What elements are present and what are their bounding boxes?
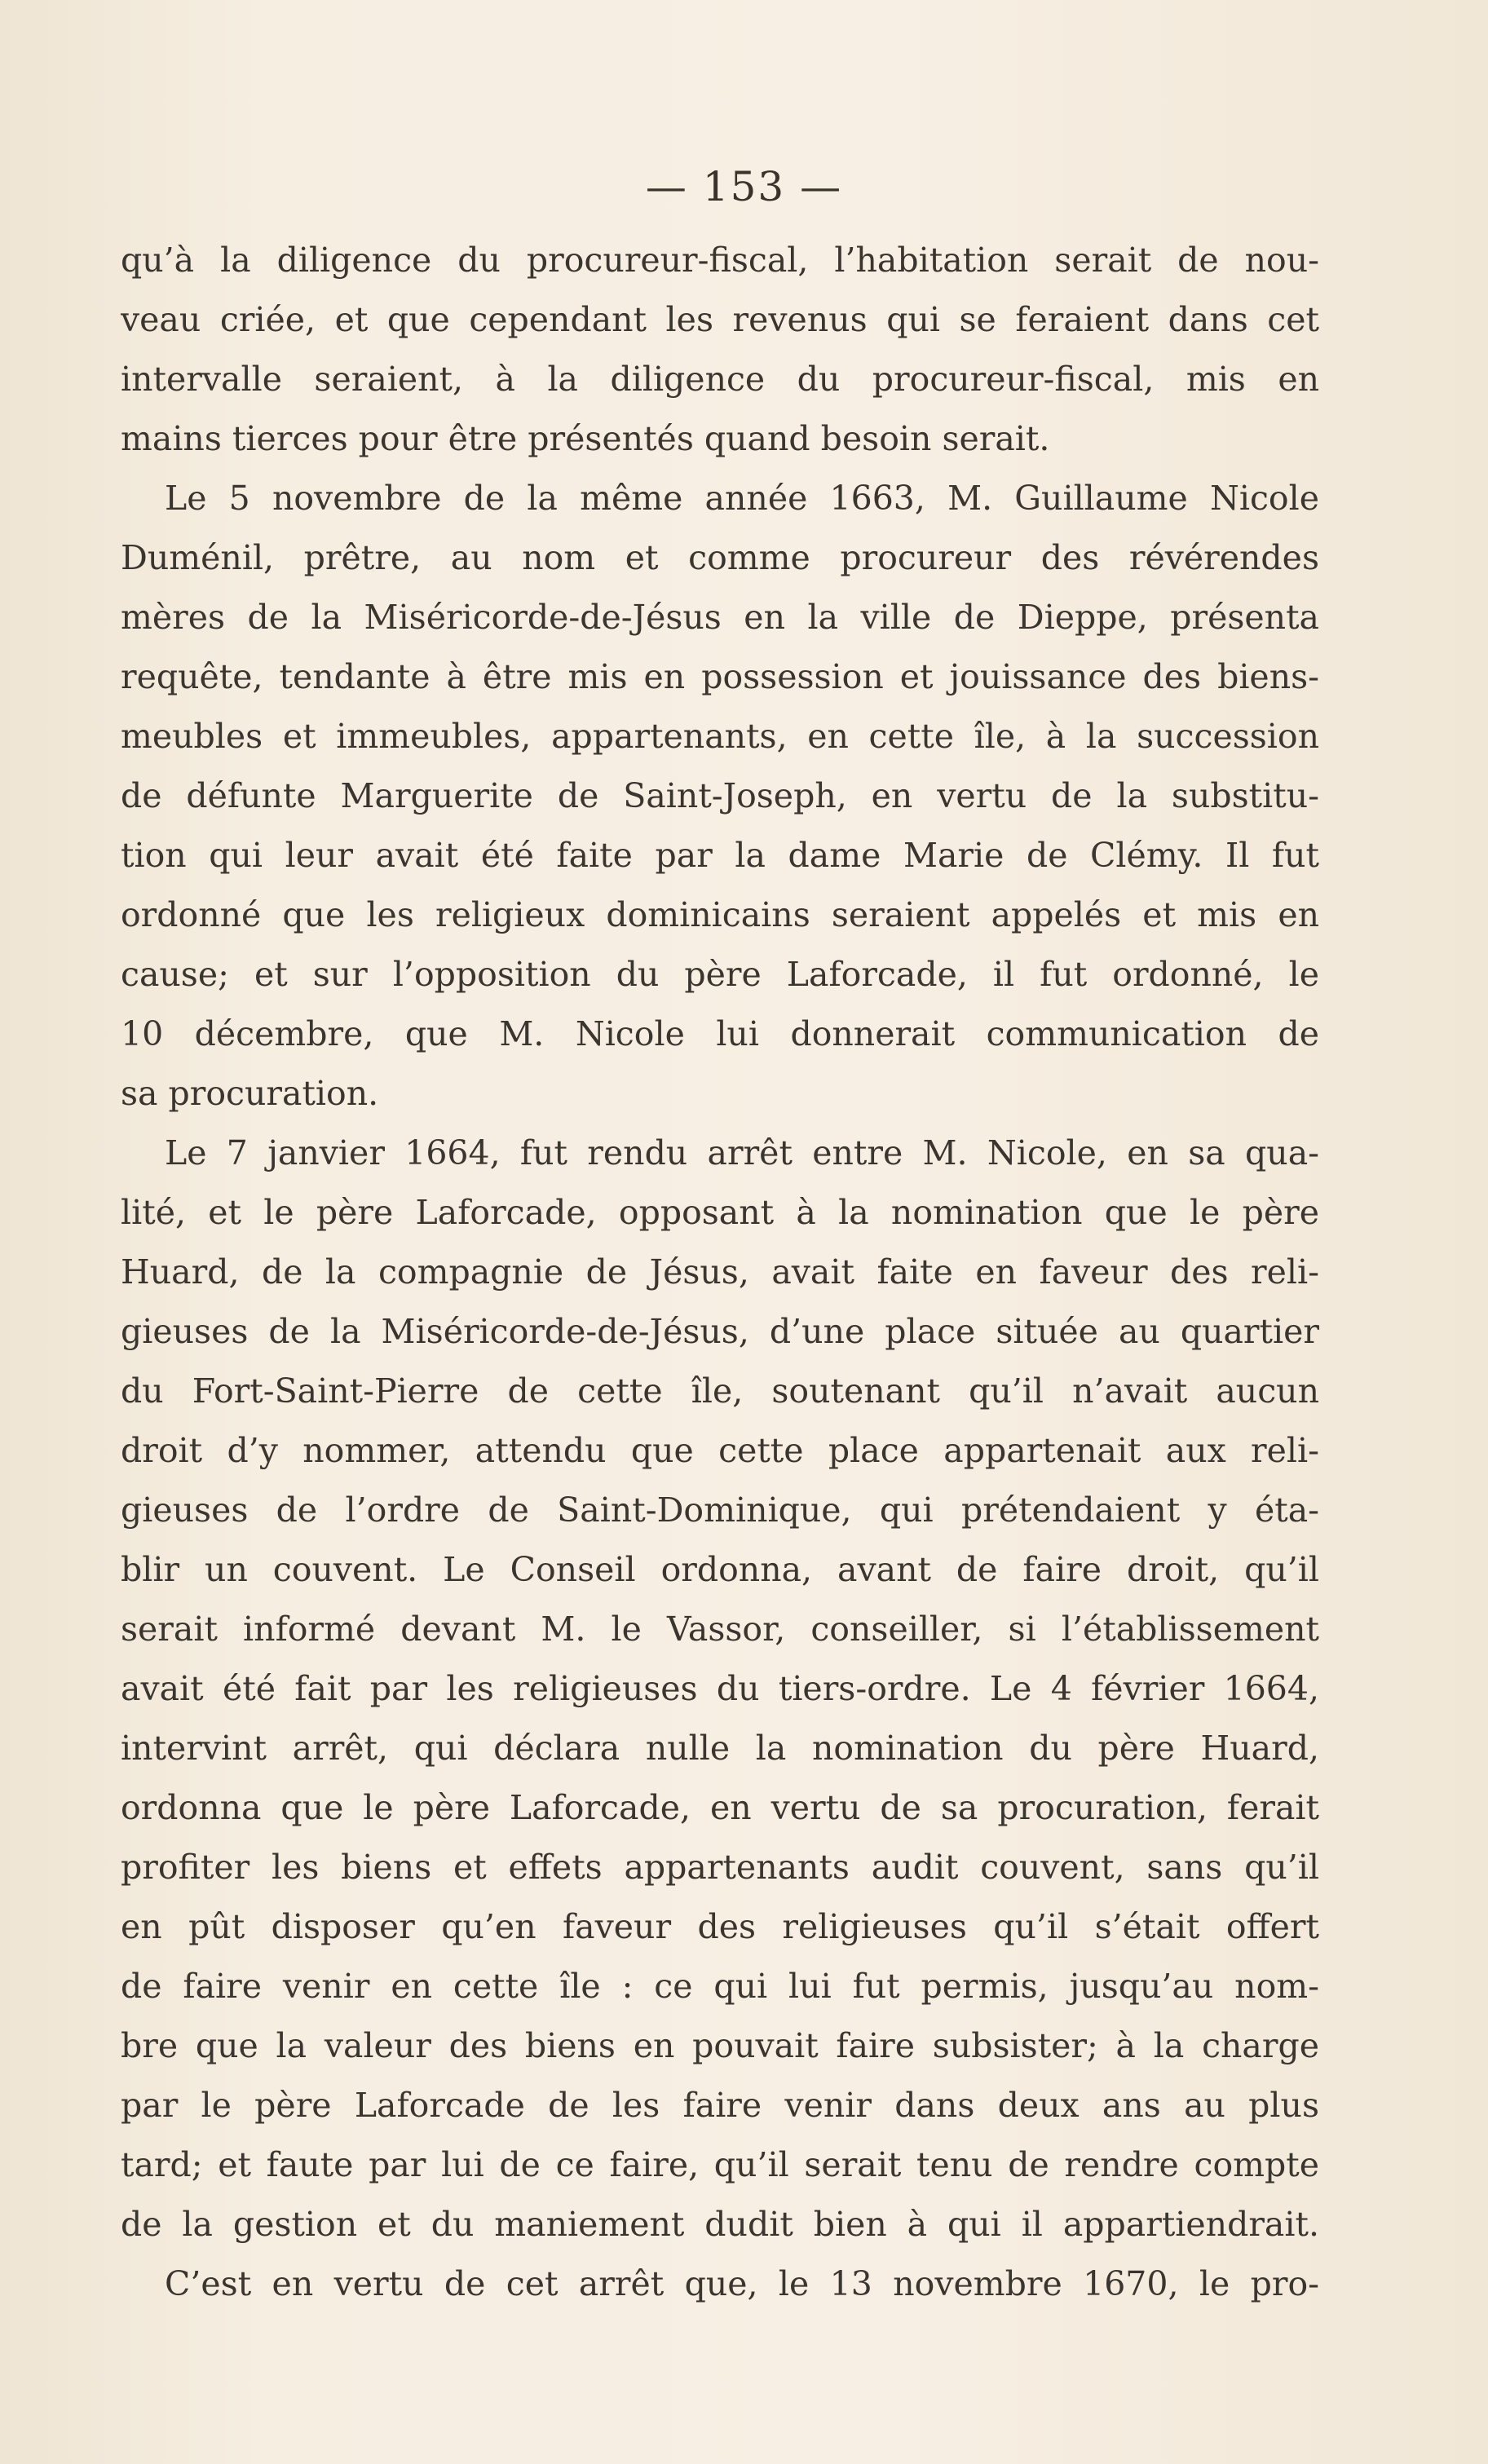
text-line: blir un couvent. Le Conseil ordonna, avant de faire droit, qu’il <box>121 1550 1319 1589</box>
text-line: de défunte Marguerite de Saint-Joseph, en vertu de la substitu- <box>121 776 1319 815</box>
text-line: veau criée, et que cependant les revenus qui se feraient dans cet <box>121 300 1319 339</box>
text-line: requête, tendante à être mis en possession et jouissance des biens- <box>121 657 1319 696</box>
text-line: bre que la valeur des biens en pouvait faire subsister; à la charge <box>121 2026 1319 2065</box>
text-line: meubles et immeubles, appartenants, en cette île, à la succession <box>121 717 1319 756</box>
text-line: qu’à la diligence du procureur-fiscal, l’habitation serait de nou- <box>121 241 1319 280</box>
text-line: mains tierces pour être présentés quand besoin serait. <box>121 419 1050 458</box>
text-line: droit d’y nommer, attendu que cette place appartenait aux reli- <box>121 1431 1319 1470</box>
text-line: gieuses de l’ordre de Saint-Dominique, qui prétendaient y éta- <box>121 1490 1319 1530</box>
text-line: Le 7 janvier 1664, fut rendu arrêt entre M. Nicole, en sa qua- <box>165 1133 1319 1172</box>
text-line: ordonna que le père Laforcade, en vertu de sa procuration, ferait <box>121 1788 1319 1827</box>
text-line: serait informé devant M. le Vassor, conseiller, si l’établissement <box>121 1610 1319 1649</box>
text-line: par le père Laforcade de les faire venir dans deux ans au plus <box>121 2086 1319 2125</box>
text-line: sa procuration. <box>121 1074 379 1113</box>
text-line: profiter les biens et effets appartenants audit couvent, sans qu’il <box>121 1848 1319 1887</box>
text-line: C’est en vertu de cet arrêt que, le 13 novembre 1670, le pro- <box>165 2264 1319 2303</box>
text-line: de faire venir en cette île : ce qui lui fut permis, jusqu’au nom- <box>121 1967 1319 2006</box>
text-line: Le 5 novembre de la même année 1663, M. Guillaume Nicole <box>165 479 1319 518</box>
text-line: du Fort-Saint-Pierre de cette île, soutenant qu’il n’avait aucun <box>121 1371 1319 1411</box>
text-line: 10 décembre, que M. Nicole lui donnerait communication de <box>121 1014 1319 1053</box>
text-line: de la gestion et du maniement dudit bien à qui il appartiendrait. <box>121 2205 1319 2244</box>
text-line: tion qui leur avait été faite par la dame Marie de Clémy. Il fut <box>121 836 1319 875</box>
text-line: mères de la Miséricorde-de-Jésus en la ville de Dieppe, présenta <box>121 598 1319 637</box>
text-line: en pût disposer qu’en faveur des religieuses qu’il s’était offert <box>121 1907 1319 1946</box>
page-number: — 153 — <box>645 163 843 210</box>
text-line: Duménil, prêtre, au nom et comme procureur des révérendes <box>121 538 1319 577</box>
body-text <box>121 231 1319 2314</box>
text-line: tard; et faute par lui de ce faire, qu’il serait tenu de rendre compte <box>121 2145 1319 2184</box>
text-line: ordonné que les religieux dominicains seraient appelés et mis en <box>121 895 1319 934</box>
text-line: cause; et sur l’opposition du père Laforcade, il fut ordonné, le <box>121 955 1319 994</box>
text-line: Huard, de la compagnie de Jésus, avait faite en faveur des reli- <box>121 1252 1319 1292</box>
text-line: intervalle seraient, à la diligence du procureur-fiscal, mis en <box>121 360 1319 399</box>
text-line: intervint arrêt, qui déclara nulle la nomination du père Huard, <box>121 1729 1319 1768</box>
text-line: avait été fait par les religieuses du tiers-ordre. Le 4 février 1664, <box>121 1669 1319 1708</box>
text-line: gieuses de la Miséricorde-de-Jésus, d’une place située au quartier <box>121 1312 1319 1351</box>
text-line: lité, et le père Laforcade, opposant à la nomination que le père <box>121 1193 1319 1232</box>
